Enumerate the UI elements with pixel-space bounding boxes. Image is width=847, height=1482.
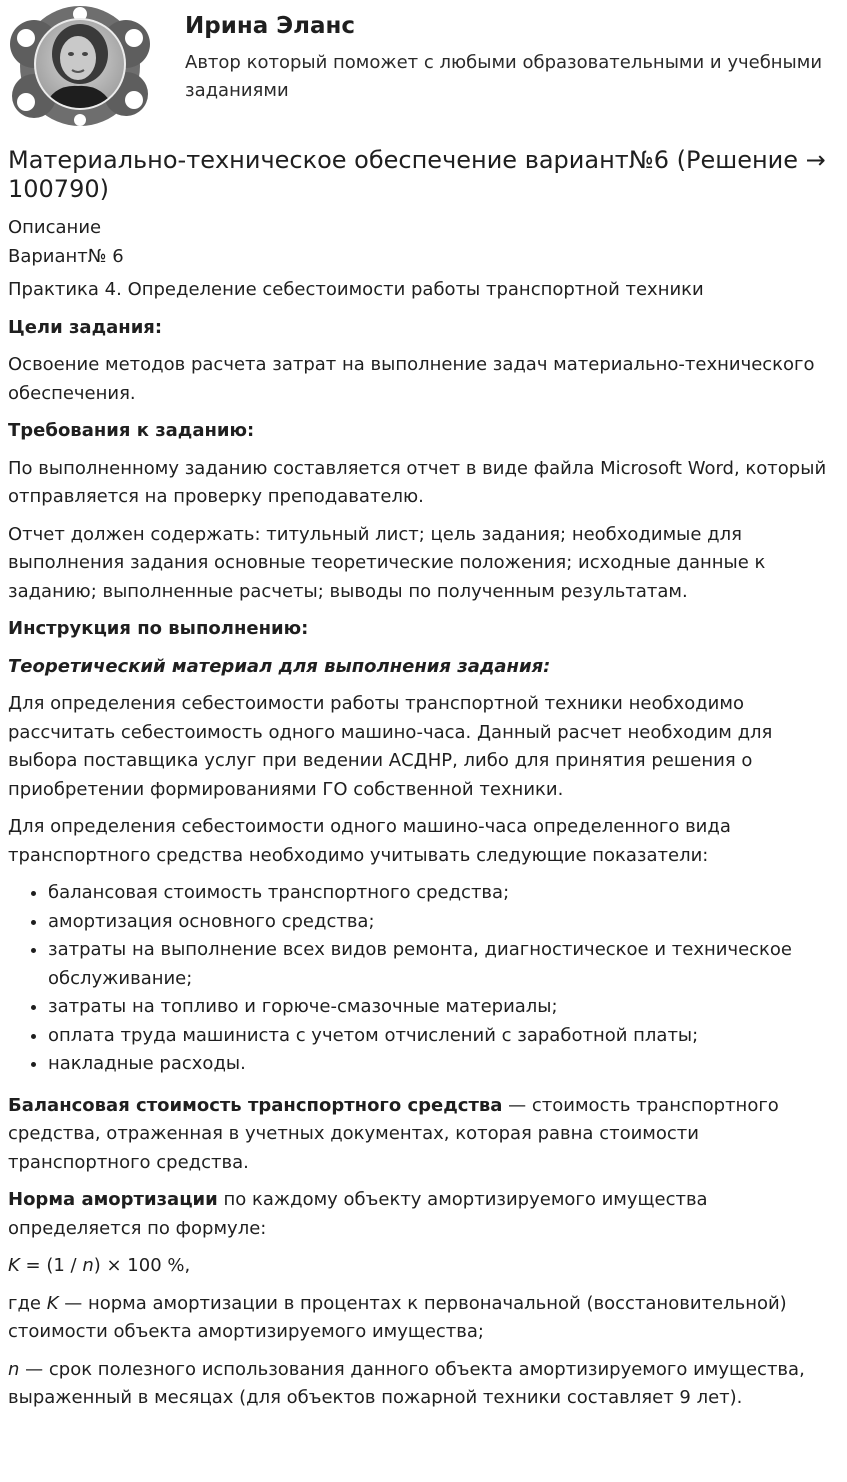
formula-part: ) × 100 %, [93, 1255, 191, 1276]
depreciation-formula [8, 1252, 840, 1281]
indicators-intro: Для определения себестоимости одного машино-часа определенного вида транспортного средства необходимо учитывать следующие показатели: [8, 816, 731, 866]
description-block [8, 214, 840, 271]
depreciation-norm-term: Норма амортизации [8, 1189, 218, 1210]
practice-title: Практика 4. Определение себестоимости работы транспортной техники [8, 279, 704, 300]
instructions-heading: Инструкция по выполнению: [8, 618, 309, 639]
author-avatar[interactable] [6, 4, 154, 128]
list-item: • балансовая стоимость транспортного средства; [48, 879, 840, 908]
author-header [0, 0, 847, 135]
k-definition-text: — норма амортизации в процентах к первоначальной (восстановительной) стоимости объекта амортизируемого имущества; [8, 1292, 787, 1342]
description-label: Описание [8, 217, 102, 238]
formula-part: = (1 / [19, 1255, 83, 1276]
variable-n: n [8, 1358, 20, 1380]
where-prefix: где [8, 1292, 47, 1314]
variant-label: Вариант№ 6 [8, 245, 124, 267]
list-item: • оплата труда машиниста с учетом отчислений с заработной платы; [48, 1022, 840, 1051]
n-definition-text: — срок полезного использования данного объекта амортизируемого имущества, выраженный в месяцах (для объектов пожарной техники составляет 9 лет). [8, 1358, 805, 1408]
author-name[interactable]: Ирина Эланс [185, 13, 356, 39]
depreciation-norm-text: по каждому объекту амортизируемого имущества определяется по формуле: [8, 1189, 708, 1239]
balance-cost-text: — стоимость транспортного средства, отраженная в учетных документах, которая равна стоимости транспортного средства. [8, 1094, 779, 1173]
formula-n: n [82, 1255, 94, 1276]
page-title: Материально-техническое обеспечение вариант№6 (Решение → 100790) [8, 146, 826, 203]
variable-k: K [46, 1292, 59, 1314]
theory-heading: Теоретический материал для выполнения задания: [8, 655, 551, 677]
list-item: • затраты на топливо и горюче-смазочные материалы; [48, 993, 840, 1022]
requirements-heading: Требования к заданию: [8, 420, 255, 441]
requirements-paragraph: По выполненному заданию составляется отчет в виде файла Microsoft Word, который отправляется на проверку преподавателю. [8, 457, 827, 507]
depreciation-norm-definition [8, 1186, 840, 1243]
indicators-list [8, 879, 840, 1079]
list-item: • амортизация основного средства; [48, 908, 840, 937]
list-item: • накладные расходы. [48, 1050, 840, 1079]
formula-k: K [8, 1255, 20, 1276]
report-contents-paragraph: Отчет должен содержать: титульный лист; цель задания; необходимые для выполнения задания основные теоретические положения; исходные данные к заданию; выполненные расчеты; выводы по полученным результатам. [8, 523, 766, 602]
document-content [8, 146, 840, 1422]
film-reel-avatar-image [6, 4, 154, 128]
author-description: Автор который поможет с любыми образовательными и учебными заданиями [185, 52, 823, 101]
balance-cost-definition [8, 1092, 840, 1178]
n-variable-definition [8, 1356, 840, 1413]
theory-paragraph: Для определения себестоимости работы транспортной техники необходимо рассчитать себестоимость одного машино-часа. Данный расчет необходим для выбора поставщика услуг при ведении АСДНР, либо для принятия решения о приобретении формированиями ГО собственной техники. [8, 693, 773, 800]
balance-cost-term: Балансовая стоимость транспортного средства [8, 1094, 503, 1116]
list-item: • затраты на выполнение всех видов ремонта, диагностическое и техническое обслуживание; [48, 936, 840, 993]
k-variable-definition [8, 1290, 840, 1347]
goals-text: Освоение методов расчета затрат на выполнение задач материально-технического обеспечения. [8, 354, 815, 404]
goals-heading: Цели задания: [8, 316, 163, 338]
